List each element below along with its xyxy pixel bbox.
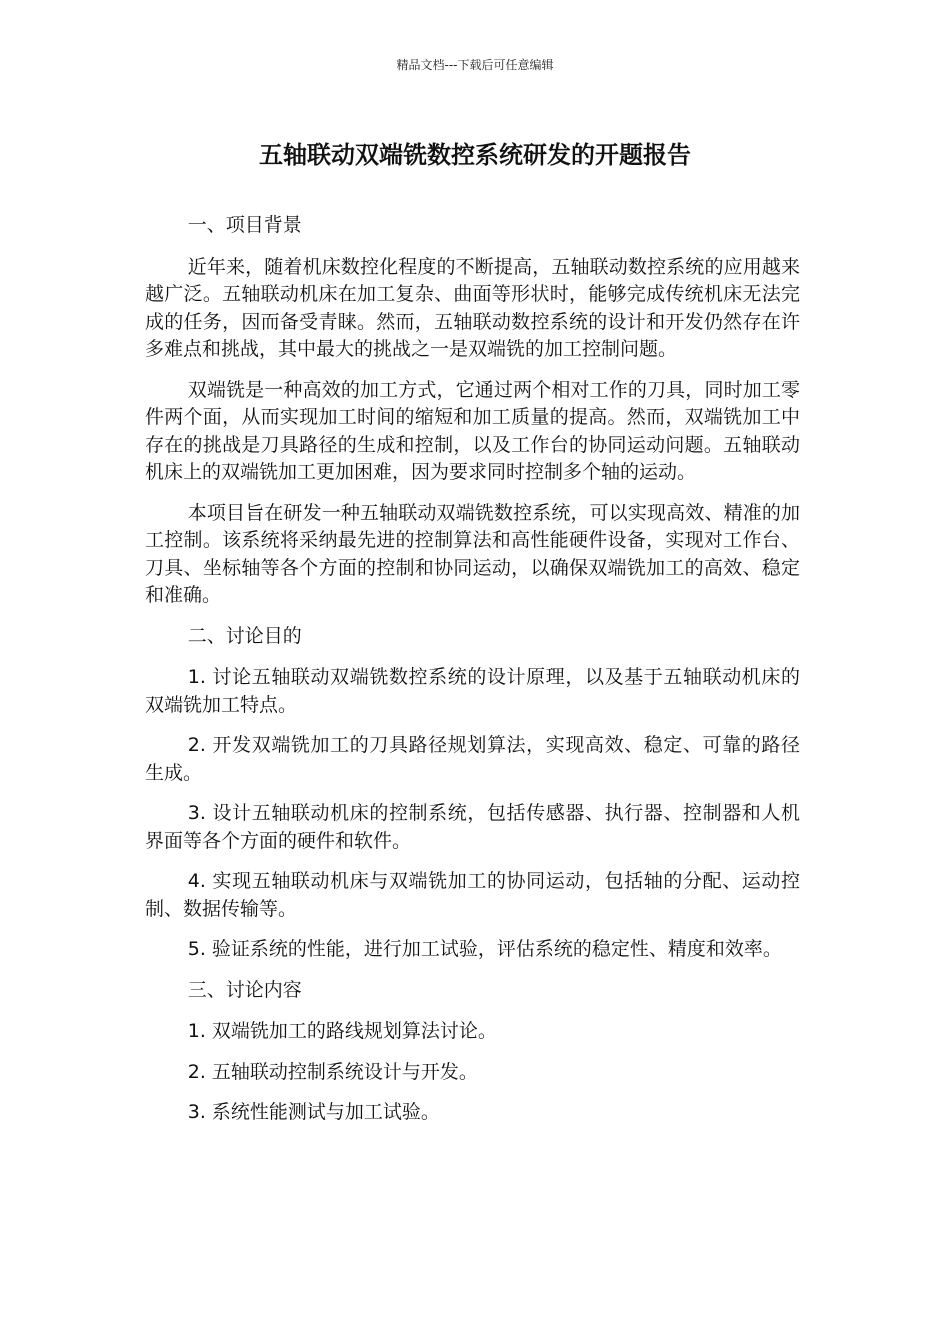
- list-item-content-1: 1. 双端铣加工的路线规划算法讨论。: [187, 1020, 497, 1042]
- section-heading-objectives: 二、讨论目的: [187, 624, 302, 647]
- document-title: 五轴联动双端铣数控系统研发的开题报告: [259, 141, 691, 169]
- list-item-objective-4: 4. 实现五轴联动机床与双端铣加工的协同运动，包括轴的分配、运动控制、数据传输等。: [145, 870, 800, 920]
- list-item-objective-2: 2. 开发双端铣加工的刀具路径规划算法，实现高效、稳定、可靠的路径生成。: [145, 734, 800, 784]
- list-item-objective-3: 3. 设计五轴联动机床的控制系统，包括传感器、执行器、控制器和人机界面等各个方面的硬件和软件。: [145, 802, 800, 852]
- document-body: [145, 212, 800, 1140]
- paragraph-background-2: 双端铣是一种高效的加工方式，它通过两个相对工作的刀具，同时加工零件两个面，从而实现加工时间的缩短和加工质量的提高。然而，双端铣加工中存在的挑战是刀具路径的生成和控制，以及工作台的协同运动问题。五轴联动机床上的双端铣加工更加困难，因为要求同时控制多个轴的运动。: [145, 378, 800, 483]
- header-note: 精品文档---下载后可任意编辑: [396, 58, 554, 72]
- list-item-objective-1: 1. 讨论五轴联动双端铣数控系统的设计原理，以及基于五轴联动机床的双端铣加工特点。: [145, 666, 800, 716]
- section-heading-content: 三、讨论内容: [187, 978, 302, 1001]
- list-item-content-2: 2. 五轴联动控制系统设计与开发。: [187, 1060, 478, 1083]
- paragraph-background-1: 近年来，随着机床数控化程度的不断提高，五轴联动数控系统的应用越来越广泛。五轴联动机床在加工复杂、曲面等形状时，能够完成传统机床无法完成的任务，因而备受青睐。然而，五轴联动数控系统的设计和开发仍然存在许多难点和挑战，其中最大的挑战之一是双端铣的加工控制问题。: [145, 255, 800, 360]
- section-heading-background: 一、项目背景: [187, 214, 302, 236]
- list-item-content-3: 3. 系统性能测试与加工试验。: [187, 1101, 440, 1123]
- list-item-objective-5: 5. 验证系统的性能，进行加工试验，评估系统的稳定性、精度和效率。: [187, 938, 782, 960]
- paragraph-background-3: 本项目旨在研发一种五轴联动双端铣数控系统，可以实现高效、精准的加工控制。该系统将采纳最先进的控制算法和高性能硬件设备，实现对工作台、刀具、坐标轴等各个方面的控制和协同运动，以确保双端铣加工的高效、稳定和准确。: [145, 501, 800, 606]
